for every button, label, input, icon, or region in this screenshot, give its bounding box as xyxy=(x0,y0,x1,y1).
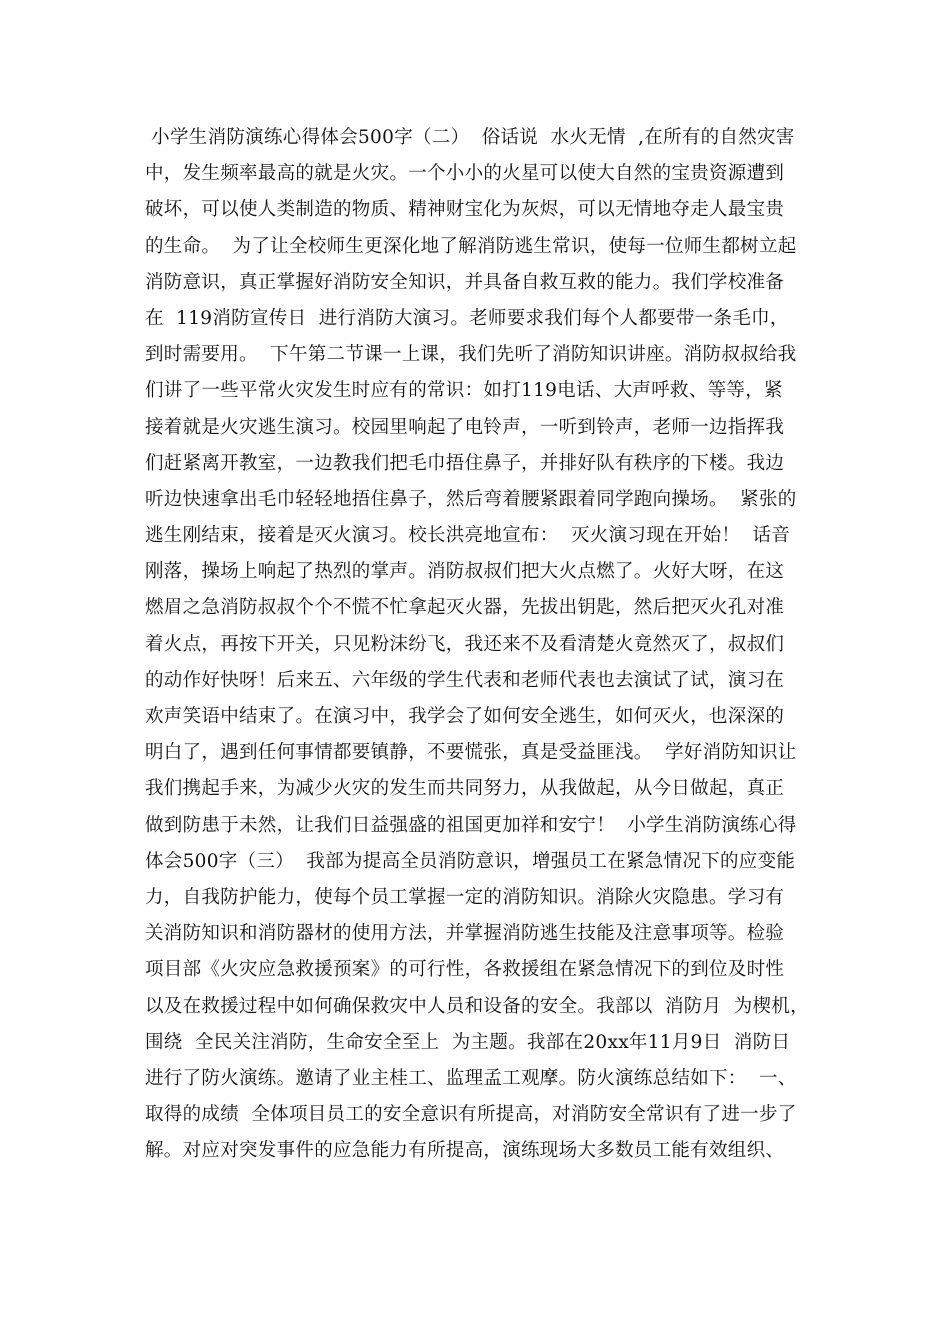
text-line: 进行了防火演练。邀请了业主桂工、监理孟工观摩。防火演练总结如下： 一、 xyxy=(145,1067,797,1089)
text-line: 体会500字（三） 我部为提高全员消防意识，增强员工在紧急情况下的应变能 xyxy=(145,850,796,872)
text-line: 小学生消防演练心得体会500字（二） 俗话说 水火无情 ,在所有的自然灾害 xyxy=(145,127,795,148)
text-line: 接着就是火灾逃生演习。校园里响起了电铃声，一听到铃声，老师一边指挥我 xyxy=(145,416,785,438)
text-line: 们赶紧离开教室，一边教我们把毛巾捂住鼻子，并排好队有秩序的下楼。我边 xyxy=(145,452,785,474)
text-line: 到时需要用。 下午第二节课一上课，我们先听了消防知识讲座。消防叔叔给我 xyxy=(145,344,797,366)
text-line: 燃眉之急消防叔叔个个不慌不忙拿起灭火器，先拔出钥匙，然后把灭火孔对准 xyxy=(145,597,785,619)
text-line: 的生命。 为了让全校师生更深化地了解消防逃生常识，使每一位师生都树立起 xyxy=(145,235,797,257)
text-line: 关消防知识和消防器材的使用方法，并掌握消防逃生技能及注意事项等。检验 xyxy=(145,923,785,945)
text-line: 们讲了一些平常火灾发生时应有的常识：如打119电话、大声呼救、等等，紧 xyxy=(145,380,783,402)
text-line: 做到防患于未然，让我们日益强盛的祖国更加祥和安宁！ 小学生消防演练心得 xyxy=(145,814,797,836)
text-line: 在 119消防宣传日 进行消防大演习。老师要求我们每个人都要带一条毛巾， xyxy=(145,307,789,329)
text-line: 取得的成绩 全体项目员工的安全意识有所提高，对消防安全常识有了进一步了 xyxy=(145,1104,797,1126)
text-line: 欢声笑语中结束了。在演习中，我学会了如何安全逃生，如何灭火，也深深的 xyxy=(145,706,785,727)
text-line: 消防意识，真正掌握好消防安全知识，并具备自救互救的能力。我们学校准备 xyxy=(145,271,785,293)
text-line: 项目部《火灾应急救援预案》的可行性，各救援组在紧急情况下的到位及时性 xyxy=(145,959,785,981)
text-line: 中，发生频率最高的就是火灾。一个小小的火星可以使大自然的宝贵资源遭到 xyxy=(145,163,785,185)
text-line: 的动作好快呀！后来五、六年级的学生代表和老师代表也去演试了试，演习在 xyxy=(145,669,785,691)
text-line: 着火点，再按下开关，只见粉沫纷飞，我还来不及看清楚火竟然灭了，叔叔们 xyxy=(145,633,785,655)
text-line: 我们携起手来，为减少火灾的发生而共同努力，从我做起，从今日做起，真正 xyxy=(145,778,785,800)
body-text xyxy=(145,120,815,1169)
text-line: 力，自我防护能力，使每个员工掌握一定的消防知识。消除火灾隐患。学习有 xyxy=(145,886,785,908)
text-line: 逃生刚结束，接着是灭火演习。校长洪亮地宣布： 灭火演习现在开始！ 话音 xyxy=(145,525,791,547)
text-line: 刚落，操场上响起了热烈的掌声。消防叔叔们把大火点燃了。火好大呀，在这 xyxy=(145,561,785,583)
text-line: 听边快速拿出毛巾轻轻地捂住鼻子，然后弯着腰紧跟着同学跑向操场。 紧张的 xyxy=(145,488,797,510)
text-line: 解。对应对突发事件的应急能力有所提高，演练现场大多数员工能有效组织、 xyxy=(145,1140,785,1162)
text-line: 破坏，可以使人类制造的物质、精神财宝化为灰烬，可以无情地夺走人最宝贵 xyxy=(145,199,785,221)
text-line: 以及在救援过程中如何确保救灾中人员和设备的安全。我部以 消防月 为楔机， xyxy=(145,995,809,1017)
text-line: 明白了，遇到任何事情都要镇静，不要慌张，真是受益匪浅。 学好消防知识让 xyxy=(145,742,797,764)
text-line: 围绕 全民关注消防，生命安全至上 为主题。我部在20xx年11月9日 消防日 xyxy=(145,1031,791,1053)
